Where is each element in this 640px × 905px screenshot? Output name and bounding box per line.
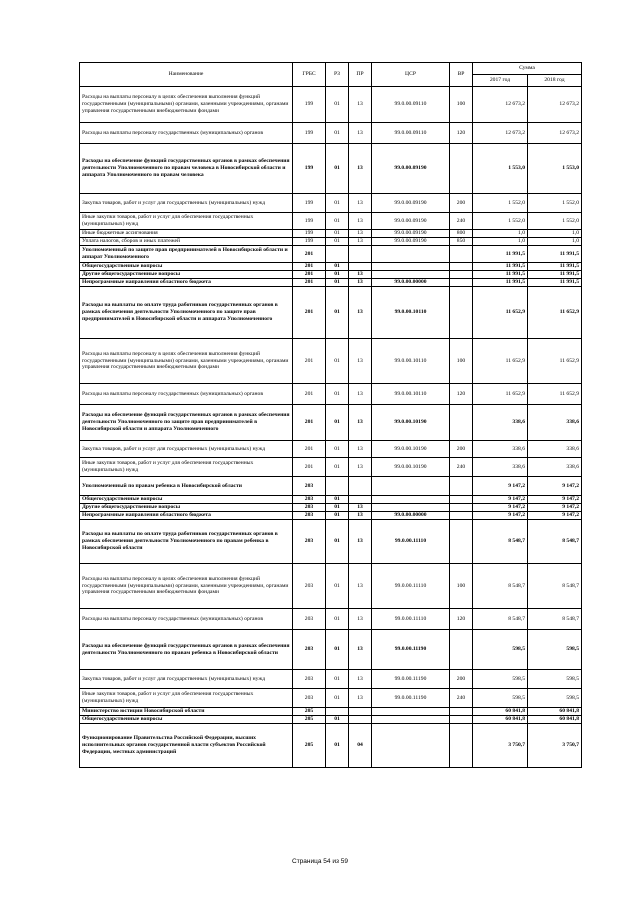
cell-csr [372, 716, 450, 724]
cell-csr: 99.0.00.10190 [372, 458, 450, 477]
cell-pr [349, 246, 372, 263]
table-row [80, 496, 582, 504]
cell-vr [450, 246, 473, 263]
cell-pr: 13 [349, 564, 372, 609]
cell-pr: 13 [349, 458, 372, 477]
cell-csr: 99.0.00.09190 [372, 230, 450, 238]
table-row [80, 708, 582, 716]
cell-grbs: 203 [293, 496, 326, 504]
cell-vr: 200 [450, 670, 473, 689]
cell-name: Закупка товаров, работ и услуг для государственных (муниципальных) нужд [80, 194, 293, 213]
cell-vr [450, 263, 473, 271]
cell-rz: 01 [326, 504, 349, 512]
cell-2018: 1 553,0 [528, 144, 582, 194]
cell-2018: 598,5 [528, 670, 582, 689]
cell-2017: 1 552,0 [473, 213, 528, 230]
cell-rz: 01 [326, 287, 349, 339]
table-row [80, 238, 582, 246]
cell-vr [450, 287, 473, 339]
table-row [80, 441, 582, 458]
cell-2018: 11 991,5 [528, 271, 582, 279]
header-vr: ВР [450, 63, 473, 87]
cell-grbs: 199 [293, 123, 326, 144]
table-row [80, 287, 582, 339]
cell-name: Расходы на обеспечение функций государственных органов в рамках обеспечения деятельности Уполномоченного по защите прав предпринимателей в Новосибирской области и аппарата Уполномоченного [80, 405, 293, 441]
cell-vr [450, 504, 473, 512]
cell-2018: 60 841,8 [528, 716, 582, 724]
cell-2017: 1 553,0 [473, 144, 528, 194]
cell-vr: 120 [450, 123, 473, 144]
cell-grbs: 203 [293, 477, 326, 496]
cell-2018: 1 552,0 [528, 194, 582, 213]
cell-rz: 01 [326, 724, 349, 768]
cell-2017: 8 548,7 [473, 564, 528, 609]
cell-rz: 01 [326, 458, 349, 477]
header-2018: 2018 год [528, 75, 582, 87]
cell-grbs: 199 [293, 144, 326, 194]
cell-grbs: 201 [293, 279, 326, 287]
cell-name: Иные закупки товаров, работ и услуг для обеспечения государственных (муниципальных) нужд [80, 458, 293, 477]
header-pr: ПР [349, 63, 372, 87]
cell-2017: 12 673,2 [473, 87, 528, 123]
cell-2018: 338,6 [528, 458, 582, 477]
cell-2017: 9 147,2 [473, 512, 528, 520]
table-row [80, 630, 582, 670]
cell-2017: 60 841,8 [473, 708, 528, 716]
cell-csr: 99.0.00.09110 [372, 87, 450, 123]
cell-pr: 04 [349, 724, 372, 768]
cell-csr [372, 477, 450, 496]
cell-csr [372, 724, 450, 768]
cell-pr: 13 [349, 441, 372, 458]
cell-2018: 11 652,9 [528, 339, 582, 384]
cell-pr: 13 [349, 87, 372, 123]
table-row [80, 458, 582, 477]
header-grbs: ГРБС [293, 63, 326, 87]
cell-csr [372, 246, 450, 263]
cell-vr: 800 [450, 230, 473, 238]
cell-2017: 11 991,5 [473, 263, 528, 271]
cell-grbs: 201 [293, 458, 326, 477]
cell-vr: 240 [450, 458, 473, 477]
cell-rz: 01 [326, 384, 349, 405]
cell-2017: 9 147,2 [473, 496, 528, 504]
cell-name: Общегосударственные вопросы [80, 716, 293, 724]
cell-2018: 11 991,5 [528, 263, 582, 271]
cell-2018: 9 147,2 [528, 512, 582, 520]
cell-grbs: 203 [293, 630, 326, 670]
cell-name: Расходы на выплаты персоналу в целях обеспечения выполнения функций государственными (муниципальными) органами, казенными учреждениями, органами управления государственными внебюджетными фондами [80, 339, 293, 384]
cell-grbs: 201 [293, 441, 326, 458]
cell-name: Уполномоченный по защите прав предпринимателей в Новосибирской области и аппарат Уполномоченного [80, 246, 293, 263]
cell-name: Расходы на выплаты персоналу государственных (муниципальных) органов [80, 609, 293, 630]
cell-pr: 13 [349, 194, 372, 213]
cell-vr [450, 512, 473, 520]
cell-name: Расходы на выплаты персоналу государственных (муниципальных) органов [80, 384, 293, 405]
cell-2018: 8 548,7 [528, 564, 582, 609]
cell-rz: 01 [326, 279, 349, 287]
cell-pr: 13 [349, 609, 372, 630]
cell-2018: 338,6 [528, 441, 582, 458]
cell-name: Общегосударственные вопросы [80, 496, 293, 504]
table-row [80, 504, 582, 512]
cell-csr: 99.0.00.11110 [372, 564, 450, 609]
cell-2017: 1,0 [473, 238, 528, 246]
cell-csr: 99.0.00.09190 [372, 194, 450, 213]
cell-grbs: 199 [293, 230, 326, 238]
cell-grbs: 205 [293, 724, 326, 768]
page-number: Страница 54 из 59 [292, 858, 348, 865]
cell-vr [450, 496, 473, 504]
cell-vr: 240 [450, 213, 473, 230]
cell-grbs: 203 [293, 689, 326, 708]
header-rz: РЗ [326, 63, 349, 87]
table-row [80, 339, 582, 384]
cell-csr [372, 496, 450, 504]
cell-2018: 1 552,0 [528, 213, 582, 230]
cell-2017: 1 552,0 [473, 194, 528, 213]
cell-2017: 338,6 [473, 405, 528, 441]
cell-2017: 1,0 [473, 230, 528, 238]
cell-vr: 200 [450, 441, 473, 458]
cell-2018: 1,0 [528, 238, 582, 246]
cell-rz: 01 [326, 144, 349, 194]
cell-rz: 01 [326, 716, 349, 724]
cell-2017: 338,6 [473, 458, 528, 477]
cell-rz: 01 [326, 496, 349, 504]
cell-pr: 13 [349, 279, 372, 287]
cell-pr: 13 [349, 512, 372, 520]
cell-pr: 13 [349, 630, 372, 670]
cell-name: Другие общегосударственные вопросы [80, 271, 293, 279]
cell-2018: 9 147,2 [528, 496, 582, 504]
cell-grbs: 199 [293, 213, 326, 230]
cell-csr: 99.0.00.10190 [372, 441, 450, 458]
table-row [80, 724, 582, 768]
cell-csr: 99.0.00.09190 [372, 144, 450, 194]
cell-2017: 8 548,7 [473, 520, 528, 564]
cell-grbs: 201 [293, 384, 326, 405]
cell-grbs: 199 [293, 87, 326, 123]
table-row [80, 213, 582, 230]
cell-name: Уплата налогов, сборов и иных платежей [80, 238, 293, 246]
cell-vr: 850 [450, 238, 473, 246]
table-row [80, 477, 582, 496]
cell-grbs: 201 [293, 339, 326, 384]
cell-name: Расходы на выплаты персоналу в целях обеспечения выполнения функций государственными (муниципальными) органами, казенными учреждениями, органами управления государственными внебюджетными фондами [80, 564, 293, 609]
cell-rz: 01 [326, 230, 349, 238]
cell-2018: 598,5 [528, 630, 582, 670]
table-body [80, 87, 582, 768]
cell-vr [450, 144, 473, 194]
cell-csr: 99.0.00.10110 [372, 339, 450, 384]
cell-rz: 01 [326, 405, 349, 441]
cell-2018: 11 991,5 [528, 246, 582, 263]
table-row [80, 271, 582, 279]
cell-name: Закупка товаров, работ и услуг для государственных (муниципальных) нужд [80, 670, 293, 689]
cell-2018: 9 147,2 [528, 504, 582, 512]
cell-pr: 13 [349, 504, 372, 512]
cell-2018: 12 673,2 [528, 87, 582, 123]
cell-pr: 13 [349, 271, 372, 279]
cell-csr [372, 263, 450, 271]
cell-rz: 01 [326, 609, 349, 630]
cell-2017: 11 652,9 [473, 287, 528, 339]
cell-grbs: 201 [293, 271, 326, 279]
cell-name: Уполномоченный по правам ребенка в Новосибирской области [80, 477, 293, 496]
cell-2018: 8 548,7 [528, 609, 582, 630]
cell-csr: 99.0.00.10190 [372, 405, 450, 441]
cell-csr [372, 708, 450, 716]
table-row [80, 405, 582, 441]
cell-name: Расходы на выплаты по оплате труда работников государственных органов в рамках обеспечения деятельности Уполномоченного по правам ребенка в Новосибирской области [80, 520, 293, 564]
cell-2017: 12 673,2 [473, 123, 528, 144]
cell-grbs: 201 [293, 405, 326, 441]
cell-grbs: 203 [293, 564, 326, 609]
cell-rz: 01 [326, 194, 349, 213]
cell-rz: 01 [326, 564, 349, 609]
cell-grbs: 205 [293, 708, 326, 716]
cell-pr: 13 [349, 213, 372, 230]
cell-vr [450, 405, 473, 441]
cell-vr: 240 [450, 689, 473, 708]
cell-rz: 01 [326, 271, 349, 279]
cell-name: Расходы на обеспечение функций государственных органов в рамках обеспечения деятельности Уполномоченного по правам человека в Новосибирской области и аппарата Уполномоченного по правам человека [80, 144, 293, 194]
cell-grbs: 203 [293, 670, 326, 689]
cell-csr: 99.0.00.10110 [372, 384, 450, 405]
cell-rz: 01 [326, 213, 349, 230]
cell-csr: 99.0.00.11190 [372, 630, 450, 670]
cell-2017: 11 652,9 [473, 339, 528, 384]
cell-name: Расходы на выплаты персоналу государственных (муниципальных) органов [80, 123, 293, 144]
cell-rz [326, 708, 349, 716]
cell-csr: 99.0.00.11190 [372, 689, 450, 708]
cell-2017: 598,5 [473, 670, 528, 689]
table-row [80, 609, 582, 630]
cell-rz [326, 246, 349, 263]
table-row [80, 246, 582, 263]
cell-2018: 11 652,9 [528, 384, 582, 405]
cell-vr [450, 520, 473, 564]
cell-rz: 01 [326, 441, 349, 458]
cell-2017: 11 652,9 [473, 384, 528, 405]
cell-2017: 11 991,5 [473, 279, 528, 287]
cell-rz: 01 [326, 512, 349, 520]
cell-2018: 60 841,8 [528, 708, 582, 716]
cell-vr: 100 [450, 339, 473, 384]
cell-name: Непрограммные направления областного бюджета [80, 512, 293, 520]
cell-2018: 11 991,5 [528, 279, 582, 287]
cell-grbs: 205 [293, 716, 326, 724]
cell-name: Расходы на выплаты по оплате труда работников государственных органов в рамках обеспечения деятельности Уполномоченного по защите прав предпринимателей в Новосибирской области и аппарата Уполномоченного [80, 287, 293, 339]
cell-grbs: 199 [293, 238, 326, 246]
cell-pr: 13 [349, 238, 372, 246]
cell-pr [349, 716, 372, 724]
cell-rz: 01 [326, 339, 349, 384]
cell-name: Министерство юстиции Новосибирской области [80, 708, 293, 716]
cell-pr: 13 [349, 405, 372, 441]
cell-2018: 598,5 [528, 689, 582, 708]
cell-2017: 598,5 [473, 689, 528, 708]
cell-csr [372, 504, 450, 512]
cell-grbs: 201 [293, 287, 326, 339]
cell-csr: 99.0.00.00000 [372, 279, 450, 287]
cell-2017: 11 991,5 [473, 246, 528, 263]
cell-2018: 11 652,9 [528, 287, 582, 339]
cell-pr: 13 [349, 384, 372, 405]
cell-rz: 01 [326, 87, 349, 123]
cell-pr: 13 [349, 520, 372, 564]
cell-name: Общегосударственные вопросы [80, 263, 293, 271]
cell-name: Непрограммные направления областного бюджета [80, 279, 293, 287]
cell-name: Закупка товаров, работ и услуг для государственных (муниципальных) нужд [80, 441, 293, 458]
cell-name: Расходы на выплаты персоналу в целях обеспечения выполнения функций государственными (муниципальными) органами, казенными учреждениями, органами управления государственными внебюджетными фондами [80, 87, 293, 123]
cell-vr [450, 279, 473, 287]
cell-name: Иные закупки товаров, работ и услуг для обеспечения государственных (муниципальных) нужд [80, 213, 293, 230]
table-row [80, 670, 582, 689]
cell-csr: 99.0.00.11110 [372, 609, 450, 630]
cell-2018: 338,6 [528, 405, 582, 441]
cell-2017: 338,6 [473, 441, 528, 458]
cell-pr [349, 477, 372, 496]
cell-vr [450, 630, 473, 670]
cell-vr [450, 724, 473, 768]
cell-pr: 13 [349, 287, 372, 339]
table-row [80, 520, 582, 564]
cell-pr [349, 496, 372, 504]
cell-vr: 100 [450, 87, 473, 123]
cell-csr: 99.0.00.11110 [372, 520, 450, 564]
cell-2017: 9 147,2 [473, 504, 528, 512]
cell-vr: 120 [450, 609, 473, 630]
cell-vr [450, 708, 473, 716]
cell-csr: 99.0.00.09190 [372, 238, 450, 246]
cell-pr: 13 [349, 339, 372, 384]
cell-2017: 9 147,2 [473, 477, 528, 496]
cell-2018: 3 750,7 [528, 724, 582, 768]
table-row [80, 230, 582, 238]
cell-pr [349, 708, 372, 716]
table-row [80, 512, 582, 520]
table-row [80, 384, 582, 405]
cell-vr: 120 [450, 384, 473, 405]
table-row [80, 716, 582, 724]
cell-rz: 01 [326, 630, 349, 670]
cell-name: Расходы на обеспечение функций государственных органов в рамках обеспечения деятельности Уполномоченного по правам ребенка в Новосибирской области [80, 630, 293, 670]
cell-pr: 13 [349, 144, 372, 194]
cell-name: Функционирование Правительства Российской Федерации, высших исполнительных органов государственной власти субъектов Российской Федерации, местных администраций [80, 724, 293, 768]
header-2017: 2017 год [473, 75, 528, 87]
cell-2018: 12 673,2 [528, 123, 582, 144]
cell-csr: 99.0.00.09110 [372, 123, 450, 144]
cell-2018: 9 147,2 [528, 477, 582, 496]
cell-2017: 60 841,8 [473, 716, 528, 724]
cell-rz: 01 [326, 670, 349, 689]
cell-grbs: 203 [293, 609, 326, 630]
cell-vr [450, 477, 473, 496]
table-row [80, 194, 582, 213]
cell-name: Иные закупки товаров, работ и услуг для обеспечения государственных (муниципальных) нужд [80, 689, 293, 708]
cell-2017: 3 750,7 [473, 724, 528, 768]
cell-grbs: 199 [293, 194, 326, 213]
cell-vr [450, 716, 473, 724]
cell-rz: 01 [326, 123, 349, 144]
cell-grbs: 201 [293, 263, 326, 271]
table-row [80, 564, 582, 609]
cell-vr: 100 [450, 564, 473, 609]
cell-2018: 8 548,7 [528, 520, 582, 564]
cell-pr: 13 [349, 670, 372, 689]
table-row [80, 689, 582, 708]
cell-2017: 11 991,5 [473, 271, 528, 279]
table-row [80, 87, 582, 123]
cell-pr: 13 [349, 230, 372, 238]
table-row [80, 123, 582, 144]
cell-rz: 01 [326, 238, 349, 246]
table-row [80, 263, 582, 271]
header-name: Наименование [80, 63, 293, 87]
cell-2018: 1,0 [528, 230, 582, 238]
header-sum: Сумма [473, 63, 582, 75]
cell-vr: 200 [450, 194, 473, 213]
header-csr: ЦСР [372, 63, 450, 87]
cell-rz: 01 [326, 520, 349, 564]
table-row [80, 279, 582, 287]
cell-name: Другие общегосударственные вопросы [80, 504, 293, 512]
cell-grbs: 201 [293, 246, 326, 263]
cell-pr [349, 263, 372, 271]
cell-grbs: 203 [293, 520, 326, 564]
cell-2017: 8 548,7 [473, 609, 528, 630]
cell-vr [450, 271, 473, 279]
cell-csr: 99.0.00.10110 [372, 287, 450, 339]
cell-grbs: 203 [293, 504, 326, 512]
cell-rz: 01 [326, 263, 349, 271]
cell-grbs: 203 [293, 512, 326, 520]
cell-2017: 598,5 [473, 630, 528, 670]
table-row [80, 144, 582, 194]
cell-name: Иные бюджетные ассигнования [80, 230, 293, 238]
cell-pr: 13 [349, 689, 372, 708]
cell-csr: 99.0.00.11190 [372, 670, 450, 689]
cell-pr: 13 [349, 123, 372, 144]
cell-csr: 99.0.00.00000 [372, 512, 450, 520]
cell-csr [372, 271, 450, 279]
cell-csr: 99.0.00.09190 [372, 213, 450, 230]
cell-rz [326, 477, 349, 496]
budget-table [79, 62, 582, 768]
cell-rz: 01 [326, 689, 349, 708]
